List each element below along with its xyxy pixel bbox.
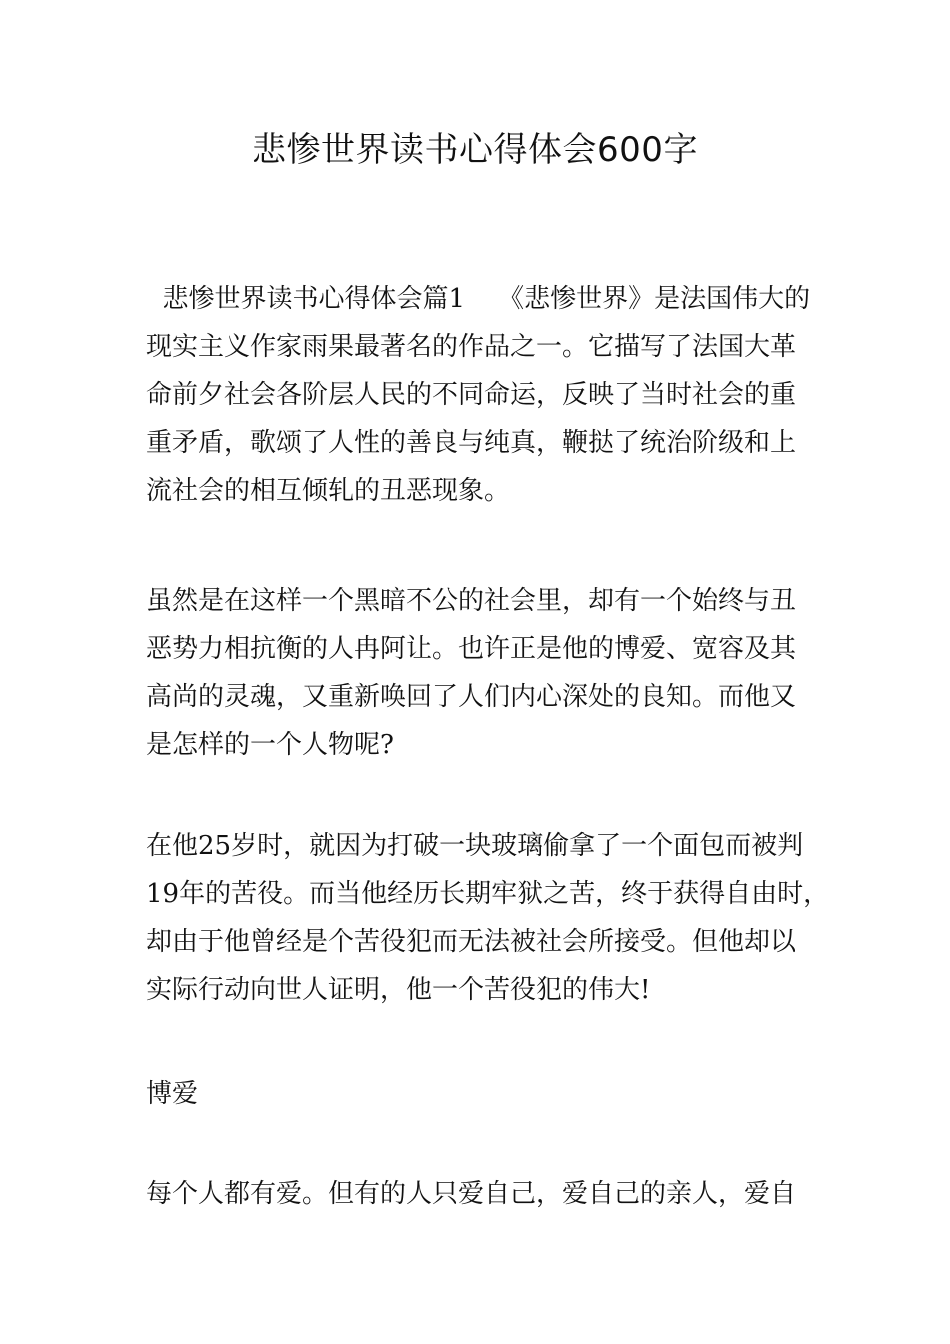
section-heading-boai: [146, 1070, 826, 1118]
paragraph-line: 是怎样的一个人物呢?: [146, 730, 394, 760]
paragraph-line: 在他25岁时，就因为打破一块玻璃偷拿了一个面包而被判: [146, 831, 804, 861]
paragraph-line: 却由于他曾经是个苦役犯而无法被社会所接受。但他却以: [146, 927, 797, 957]
paragraph-line: 悲惨世界读书心得体会篇1 《悲惨世界》是法国伟大的: [146, 284, 811, 314]
paragraph-5: [146, 1170, 826, 1218]
paragraph-line: 现实主义作家雨果最著名的作品之一。它描写了法国大革: [146, 332, 797, 362]
paragraph-line: 重矛盾，歌颂了人性的善良与纯真，鞭挞了统治阶级和上: [146, 428, 797, 458]
paragraph-line: 命前夕社会各阶层人民的不同命运，反映了当时社会的重: [146, 380, 797, 410]
paragraph-2: [146, 577, 826, 769]
paragraph-line: 流社会的相互倾轧的丑恶现象。: [146, 476, 511, 506]
paragraph-line: 19年的苦役。而当他经历长期牢狱之苦，终于获得自由时，: [146, 879, 830, 909]
paragraph-line: 每个人都有爱。但有的人只爱自己，爱自己的亲人，爱自: [146, 1179, 797, 1209]
paragraph-line: 博爱: [146, 1079, 199, 1109]
paragraph-line: 虽然是在这样一个黑暗不公的社会里，却有一个始终与丑: [146, 586, 797, 616]
paragraph-1: [146, 275, 826, 515]
paragraph-3: [146, 822, 830, 1014]
paragraph-line: 恶势力相抗衡的人冉阿让。也许正是他的博爱、宽容及其: [146, 634, 797, 664]
document-title: 悲惨世界读书心得体会600字: [252, 130, 698, 170]
paragraph-line: 高尚的灵魂，又重新唤回了人们内心深处的良知。而他又: [146, 682, 797, 712]
paragraph-line: 实际行动向世人证明，他一个苦役犯的伟大!: [146, 975, 651, 1005]
